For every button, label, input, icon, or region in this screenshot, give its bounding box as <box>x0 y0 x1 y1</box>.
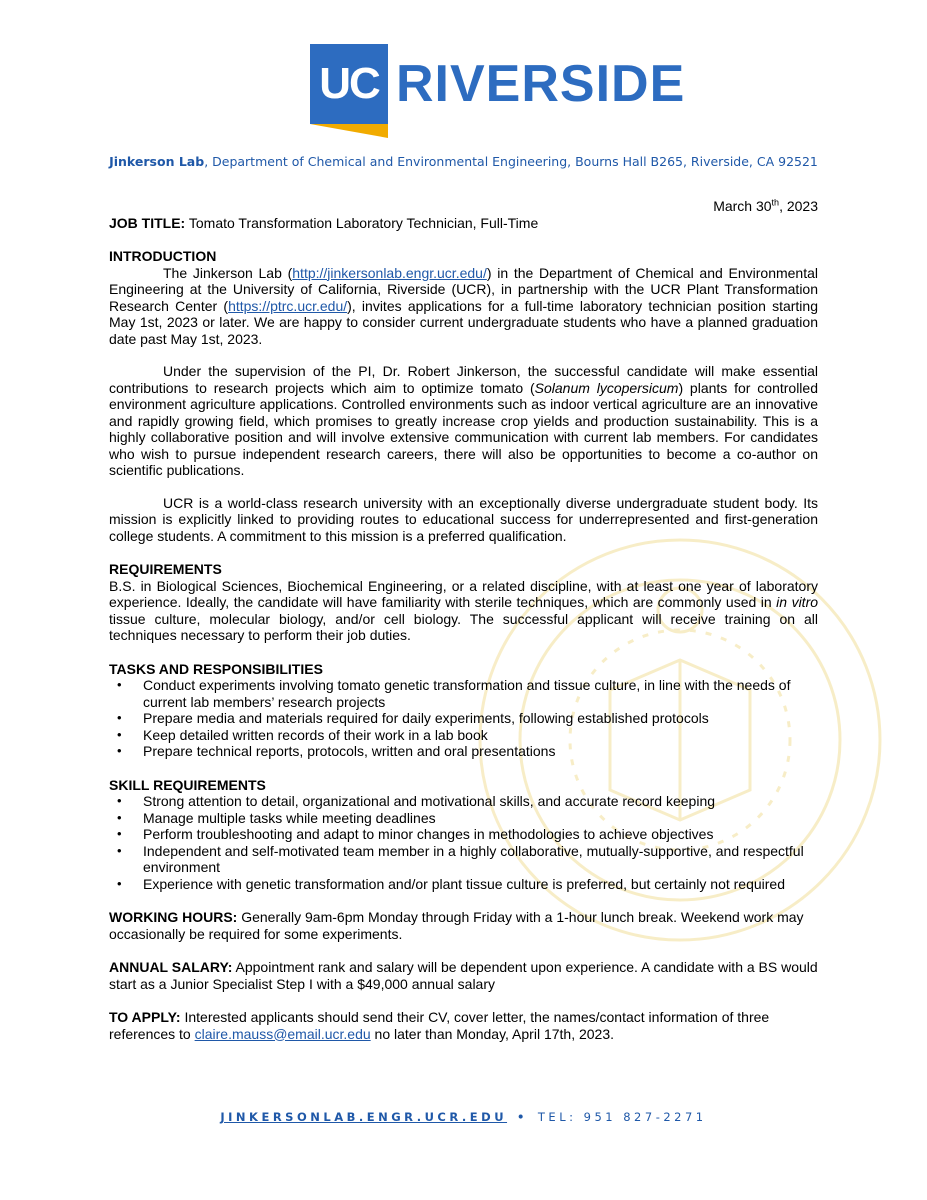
how-to-apply: TO APPLY: Interested applicants should send their CV, cover letter, the names/contact information of three references to claire.mauss@email.ucr.edu no later than Monday, April 17th, 2023. <box>109 1009 770 1042</box>
list-item: • Keep detailed written records of their work in a lab book <box>143 727 818 744</box>
riverside-wordmark: RIVERSIDE <box>396 55 686 113</box>
tasks-heading: TASKS AND RESPONSIBILITIES <box>109 660 323 677</box>
skills-section <box>109 777 818 893</box>
job-posting-body <box>109 198 818 1042</box>
list-item: • Experience with genetic transformation and/or plant tissue culture is preferred, but certainly not required <box>143 876 818 893</box>
requirements-text: B.S. in Biological Sciences, Biochemical Engineering, or a related discipline, with at least one year of laboratory experience. Ideally, the candidate will have familiarity with sterile techniques, which are commonly used in in vitro tissue culture, molecular biology, and/or cell biology. The successful applicant will receive training on all techniques necessary to perform their job duties. <box>109 577 819 643</box>
tasks-section <box>109 661 818 760</box>
list-item: • Perform troubleshooting and adapt to minor changes in methodologies to achieve objectives <box>143 826 818 843</box>
list-item: • Strong attention to detail, organizational and motivational skills, and accurate record keeping <box>143 793 818 810</box>
tasks-list <box>109 677 818 760</box>
list-item: • Prepare media and materials required for daily experiments, following established protocols <box>143 710 818 727</box>
introduction-paragraph-3: UCR is a world-class research university with an exceptionally diverse undergraduate student body. Its mission is explicitly linked to providing routes to educational success for underrepresented and first-generation college students. A commitment to this mission is a preferred qualification. <box>109 494 818 544</box>
list-item: • Conduct experiments involving tomato genetic transformation and tissue culture, in line with the needs of current lab members’ research projects <box>143 677 818 710</box>
footer <box>0 1110 927 1124</box>
uc-logo-block: UC <box>310 44 388 124</box>
lab-name: Jinkerson Lab <box>109 154 205 169</box>
introduction-section <box>109 248 818 544</box>
introduction-heading: INTRODUCTION <box>109 248 217 264</box>
annual-salary: ANNUAL SALARY: Appointment rank and salary will be dependent upon experience. A candidate with a BS would start as a Junior Specialist Step I with a $49,000 annual salary <box>109 959 818 992</box>
contact-email-link[interactable]: claire.mauss@email.ucr.edu <box>194 1025 371 1042</box>
posting-date: March 30th, 2023 <box>713 197 818 214</box>
list-item: • Independent and self-motivated team member in a highly collaborative, mutually-supportive, and respectful environment <box>143 843 818 876</box>
lab-address: , Department of Chemical and Environmental Engineering, Bourns Hall B265, Riverside, CA 92521 <box>204 154 818 169</box>
introduction-paragraph-1: The Jinkerson Lab (http://jinkersonlab.engr.ucr.edu/) in the Department of Chemical and Environmental Engineering at the University of California, Riverside (UCR), in partnership with the UCR Plant Transformation Research Center (https://ptrc.ucr.edu/), invites applications for a full-time laboratory technician position starting May 1st, 2023 or later. We are happy to consider current undergraduate students who have a planned graduation date past May 1st, 2023. <box>109 264 818 347</box>
list-item: • Prepare technical reports, protocols, written and oral presentations <box>143 743 818 760</box>
requirements-heading: REQUIREMENTS <box>109 561 222 577</box>
list-item: • Manage multiple tasks while meeting deadlines <box>143 810 818 827</box>
working-hours: WORKING HOURS: Generally 9am-6pm Monday through Friday with a 1-hour lunch break. Weekend work may occasionally be required for some experiments. <box>109 909 804 942</box>
requirements-section <box>109 561 818 644</box>
lab-website-link[interactable]: http://jinkersonlab.engr.ucr.edu/ <box>292 264 487 281</box>
lab-address-line <box>0 154 927 169</box>
skills-list <box>109 793 818 892</box>
footer-phone: TEL: 951 827-2271 <box>537 1110 707 1124</box>
ptrc-website-link[interactable]: https://ptrc.ucr.edu/ <box>228 297 348 314</box>
introduction-paragraph-2: Under the supervision of the PI, Dr. Robert Jinkerson, the successful candidate will make essential contributions to research projects which aim to optimize tomato (Solanum lycopersicum) plants for controlled environment agriculture applications. Controlled environments such as indoor vertical agriculture are an innovative and rapidly growing field, which promises to greatly increase crop yields and production sustainability. This is a highly collaborative position and will involve extensive communication with current lab members. For candidates who wish to pursue independent research careers, there will also be opportunities to become a co-author on scientific publications. <box>109 363 818 478</box>
footer-separator: • <box>517 1110 528 1124</box>
footer-website-link[interactable]: JINKERSONLAB.ENGR.UCR.EDU <box>220 1110 508 1124</box>
logo-gold-tab <box>310 124 388 138</box>
job-title: JOB TITLE: Tomato Transformation Laboratory Technician, Full-Time <box>109 214 539 231</box>
skills-heading: SKILL REQUIREMENTS <box>109 776 266 793</box>
